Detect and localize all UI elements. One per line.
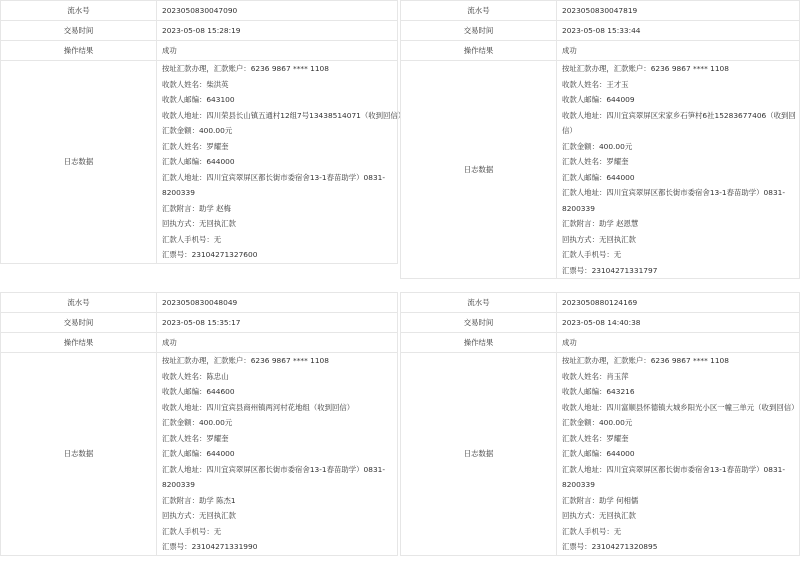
result-label: 操作结果 [1,41,157,61]
serial-label: 流水号 [1,293,157,313]
log-line: 汇款金额：400.00元 [562,418,633,427]
log-line: 收款人姓名：柴洪英 [162,79,229,89]
log-line: 汇款人地址：四川宜宾翠屏区都长街市委宿舍13-1春苗助学）0831-8200339 [162,172,386,197]
log-label: 日志数据 [1,353,157,556]
time-value: 2023-05-08 15:35:17 [157,313,398,333]
log-line: 汇款人邮编：644000 [162,449,235,458]
result-row [1,41,398,61]
serial-value: 2023050830047819 [557,1,800,21]
log-line: 收款人地址：四川富顺县怀德镇大城乡阳光小区一幢三单元（收到回信） [562,402,799,412]
log-line: 回执方式：无回执汇款 [562,511,636,520]
log-line: 汇款人姓名：罗耀奎 [562,157,629,166]
result-row [1,333,398,353]
log-line: 按址汇款办理，汇款账户：6236 9867 **** 1108 [162,356,329,365]
log-line: 按址汇款办理，汇款账户：6236 9867 **** 1108 [162,64,329,73]
time-value: 2023-05-08 15:28:19 [157,21,398,41]
time-label: 交易时间 [401,313,557,333]
serial-label: 流水号 [401,293,557,313]
log-line: 收款人地址：四川宜宾县商州镇两河村花地组（收到回信） [162,402,355,412]
serial-label: 流水号 [1,1,157,21]
result-value: 成功 [557,41,800,61]
log-line: 汇票号：23104271320895 [562,542,658,551]
log-line: 按址汇款办理，汇款账户：6236 9867 **** 1108 [562,64,729,73]
log-line: 汇款人手机号：无 [562,250,622,259]
log-line: 收款人邮编：643216 [562,387,635,396]
serial-label: 流水号 [401,1,557,21]
record-table [0,0,406,264]
log-line: 收款人姓名：陈忠山 [162,371,229,381]
log-line: 汇款人手机号：无 [562,526,622,536]
record-table [0,292,398,556]
result-value: 成功 [557,333,800,353]
log-line: 汇款金额：400.00元 [162,418,233,427]
log-data [157,61,406,264]
record-table [400,292,800,556]
serial-row [1,1,398,21]
serial-row [1,293,398,313]
result-label: 操作结果 [1,333,157,353]
log-line: 汇款人地址：四川宜宾翠屏区都长街市委宿舍13-1春苗助学）0831-8200339 [562,188,786,213]
log-row [401,353,800,556]
record-1 [0,0,406,288]
serial-row [401,1,800,21]
log-line: 汇款人邮编：644000 [162,157,235,166]
record-2 [400,0,800,288]
log-line: 按址汇款办理，汇款账户：6236 9867 **** 1108 [562,356,729,365]
log-line: 收款人姓名：肖玉萍 [562,371,629,381]
log-line: 汇票号：23104271331990 [162,542,258,551]
record-table [400,0,800,279]
log-line: 汇款人姓名：罗耀奎 [162,141,229,151]
log-line: 回执方式：无回执汇款 [562,234,636,244]
log-line: 汇款附言：助学 陈杰1 [162,495,236,505]
record-4 [400,292,800,580]
time-value: 2023-05-08 14:40:38 [557,313,800,333]
log-line: 汇款附言：助学 何相儒 [562,495,639,505]
log-line: 收款人邮编：644600 [162,387,235,396]
log-label: 日志数据 [401,353,557,556]
time-label: 交易时间 [401,21,557,41]
record-3 [0,292,398,580]
log-line: 汇款人邮编：644000 [562,449,635,458]
log-line: 汇票号：23104271331797 [562,265,658,275]
log-line: 汇款人邮编：644000 [562,172,635,182]
time-value: 2023-05-08 15:33:44 [557,21,800,41]
result-label: 操作结果 [401,41,557,61]
time-row [1,313,398,333]
log-line: 收款人邮编：644009 [562,95,635,104]
time-row [1,21,398,41]
log-line: 收款人地址：四川宜宾翠屏区宋家乡石笋村6社15283677406（收到回信） [562,110,796,135]
result-label: 操作结果 [401,333,557,353]
log-data [557,61,800,279]
log-line: 汇款人姓名：罗耀奎 [562,433,629,443]
log-line: 收款人姓名：王才玉 [562,79,629,89]
log-row [1,61,398,264]
log-row [1,353,398,556]
time-label: 交易时间 [1,313,157,333]
log-line: 汇款人地址：四川宜宾翠屏区都长街市委宿舍13-1春苗助学）0831-8200339 [562,464,786,489]
time-row [401,21,800,41]
log-line: 汇款金额：400.00元 [562,141,633,151]
log-label: 日志数据 [401,61,557,279]
time-label: 交易时间 [1,21,157,41]
serial-value: 2023050880124169 [557,293,800,313]
log-row [401,61,800,279]
log-line: 回执方式：无回执汇款 [162,511,236,520]
log-data [157,353,398,556]
time-row [401,313,800,333]
log-line: 汇款人地址：四川宜宾翠屏区都长街市委宿舍13-1春苗助学）0831-8200339 [162,464,386,489]
result-value: 成功 [157,333,398,353]
serial-row [401,293,800,313]
result-value: 成功 [157,41,398,61]
serial-value: 2023050830047090 [157,1,398,21]
log-line: 汇款人手机号：无 [162,526,222,536]
result-row [401,41,800,61]
log-line: 汇款金额：400.00元 [162,126,233,135]
log-line: 汇款人手机号：无 [162,234,222,244]
log-label: 日志数据 [1,61,157,264]
result-row [401,333,800,353]
log-line: 汇款附言：助学 赵梅 [162,203,231,213]
log-data [557,353,800,556]
log-line: 回执方式：无回执汇款 [162,219,236,228]
log-line: 汇票号：23104271327600 [162,250,258,259]
log-line: 收款人邮编：643100 [162,95,235,104]
log-line: 收款人地址：四川荣县长山镇五通村12组7号13438514071（收到回信） [162,110,406,120]
log-line: 汇款人姓名：罗耀奎 [162,433,229,443]
log-line: 汇款附言：助学 赵恩慧 [562,219,639,228]
serial-value: 2023050830048049 [157,293,398,313]
